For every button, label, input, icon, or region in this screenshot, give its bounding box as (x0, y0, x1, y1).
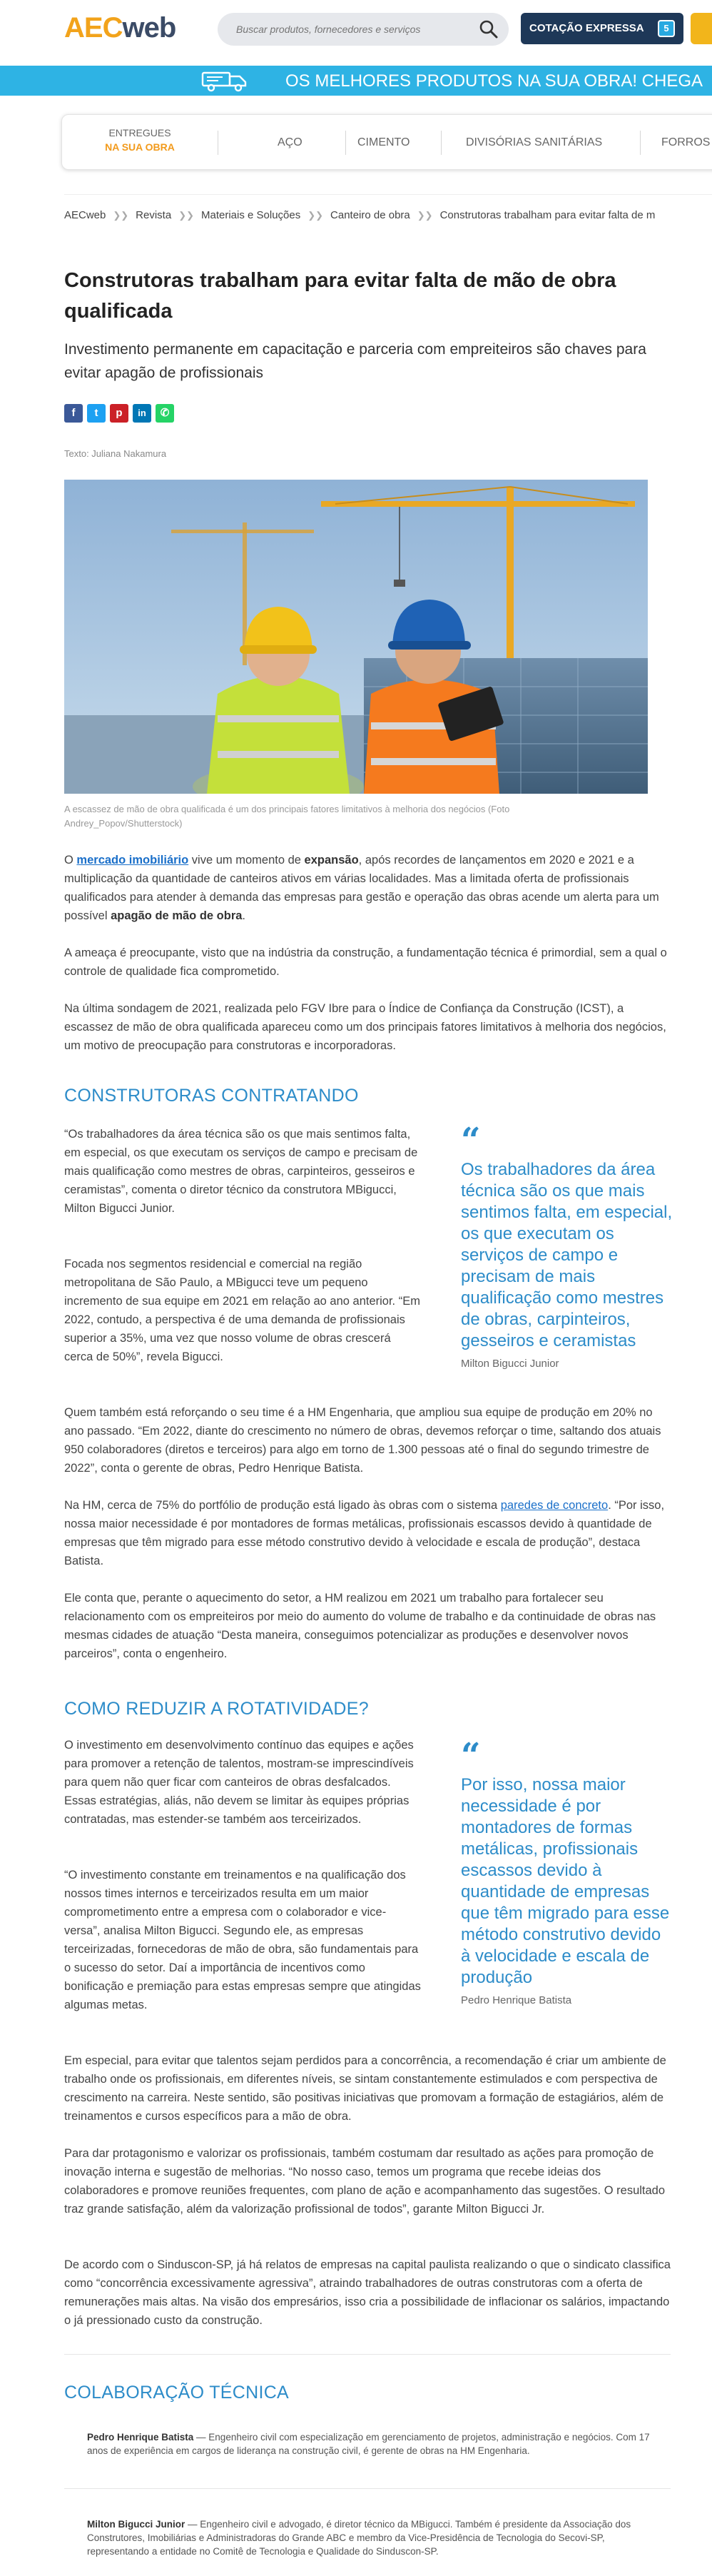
promo-text: OS MELHORES PRODUTOS NA SUA OBRA! CHEGA (285, 71, 703, 91)
entregues-line1: ENTREGUES (108, 127, 171, 138)
whatsapp-icon[interactable]: ✆ (156, 404, 174, 423)
paragraph-text: vive um momento de (188, 854, 305, 867)
cotacao-expressa-button[interactable] (521, 13, 683, 44)
photo-caption: A escassez de mão de obra qualificada é um dos principais fatores limitativos à melhoria dos negócios (Foto Andrey_Popov/Shutterstock) (64, 804, 510, 829)
quote-mark-icon: “ (461, 1736, 481, 1776)
bio-milton (87, 2517, 651, 2558)
construction-workers-image (64, 480, 648, 794)
section-heading-colaboracao: COLABORAÇÃO TÉCNICA (64, 2383, 290, 2403)
promo-banner[interactable] (0, 66, 712, 96)
bio-name: Milton Bigucci Junior (87, 2519, 185, 2530)
account-button[interactable] (691, 13, 712, 44)
paredes-de-concreto-link[interactable]: paredes de concreto (500, 1499, 609, 1512)
logo-web-text: web (122, 12, 176, 44)
logo-aec-text: AEC (64, 12, 123, 44)
bold-text: expansão (304, 854, 359, 867)
section2-paragraph-3: Em especial, para evitar que talentos sejam perdidos para a concorrência, a recomendação é criar um ambiente de trabalho onde os profissionais, em diferentes níveis, se sintam constantemente estimulados e com perspectiva de crescimento na carreira. Neste sentido, são positivas iniciativas que promovam a formação de estagiários, além de treinamentos e cursos específicos para a mão de obra. (64, 2054, 666, 2123)
pull-quote-2 (461, 1736, 675, 2006)
pull-quote-text: Por isso, nossa maior necessidade é por montadores de formas metálicas, profissionais escassos devido à quantidade de empresas que têm migrado para esse método construtivo devido à velocidade e escala de produção (461, 1775, 670, 1987)
paragraph-text: O investimento em desenvolvimento contínuo das equipes e ações para promover a (64, 1739, 414, 1770)
article-subtitle: Investimento permanente em capacitação e parceria com empreiteiros são chaves para evitar apagão de profissionais (64, 341, 646, 381)
entregues-link[interactable] (62, 126, 218, 154)
delivery-truck-icon (201, 69, 251, 92)
chevron-right-icon: ❯❯ (307, 210, 324, 221)
quote-mark-icon: “ (461, 1121, 481, 1161)
paragraph-text: , mostram-se imprescindíveis para quem não quer ficar com canteiros de obras desfalcados. Essas estratégias, aliás, não devem se limitar às equipes próprias contratadas, mas estender-se também aos terceirizados. (64, 1757, 414, 1826)
paragraph-text: , após recordes de lançamentos em 2020 e 2021 e a multiplicação da quantidade de canteiros ativos em várias localidades. Mas a limitada oferta de profissionais qualificados para atender à demanda das empresas para gestão e operação das obras acende um alerta para um possível (64, 854, 659, 922)
section1-paragraph-2: Focada nos segmentos residencial e comercial na região metropolitana de São Paulo, a MBigucci teve um pequeno incremento de sua equipe em 2021 em relação ao ano anterior. “Em 2022, contudo, a perspectiva é de uma demanda de profissionais superior a 35%, uma vez que nosso volume de obras crescerá cerca de 50%”, revela Bigucci. (64, 1258, 420, 1363)
search-bar (218, 13, 509, 46)
chevron-right-icon: ❯❯ (113, 210, 129, 221)
paragraph-intro (64, 851, 671, 925)
paragraph-3: Na última sondagem de 2021, realizada pelo FGV Ibre para o Índice de Confiança da Construção (ICST), a escassez de mão de obra qualificada apareceu como um dos principais fatores limitativos à melhoria dos negócios, um motivo de preocupação para construtoras e incorporadoras. (64, 1002, 666, 1052)
section2-paragraph-1 (64, 1736, 421, 1829)
nav-item-forros[interactable]: FORROS (661, 136, 711, 148)
paragraph-text: . (242, 909, 246, 922)
pull-quote-author: Pedro Henrique Batista (461, 1994, 572, 2006)
retencao-de-talentos-link[interactable]: retenção de talentos (153, 1757, 261, 1770)
chevron-right-icon: ❯❯ (417, 210, 433, 221)
nav-divider (345, 131, 346, 155)
section-divider (64, 2354, 671, 2355)
search-icon[interactable] (479, 19, 499, 39)
twitter-icon[interactable]: t (87, 404, 106, 423)
nav-item-divisorias[interactable]: DIVISÓRIAS SANITÁRIAS (466, 136, 603, 148)
facebook-icon[interactable]: f (64, 404, 83, 423)
breadcrumb-current: Construtoras trabalham para evitar falta de m (439, 209, 656, 221)
section2-paragraph-5: De acordo com o Sinduscon-SP, já há relatos de empresas na capital paulista realizando o que o sindicato classifica como “concorrência excessivamente agressiva”, atraindo trabalhadores de outras construtoras com a oferta de remunerações mais altas. Na visão dos empresários, isso cria a possibilidade de inflacionar os salários, impactando o já pressionado custo da construção. (64, 2258, 671, 2327)
nav-item-cimento[interactable]: CIMENTO (357, 136, 410, 148)
aecweb-logo[interactable] (64, 11, 176, 44)
nav-divider (640, 131, 641, 155)
cotacao-label: COTAÇÃO EXPRESSA (529, 22, 644, 34)
section2-paragraph-2: “O investimento constante em treinamentos e na qualificação dos nossos times internos e terceirizados resulta em um maior comprometimento entre a empresa com o colaborador e vice-versa”, analisa Milton Bigucci. Segundo ele, as empresas terceirizadas, fornecedoras de mão de obra, são fundamentais para o sucesso do setor. Daí a importância de incentivos como bonificação e premiação para estas empresas sempre que atingidas algumas metas. (64, 1869, 421, 2011)
cotacao-count-badge: 5 (658, 20, 675, 37)
section1-paragraph-1: “Os trabalhadores da área técnica são os que mais sentimos falta, em especial, os que executam os serviços de campo e precisam de mais qualificação como mestres de obras, carpinteiros, gesseiros e ceramistas”, comenta o diretor técnico da construtora MBigucci, Milton Bigucci Junior. (64, 1128, 418, 1215)
paragraph-text: O (64, 854, 77, 867)
bio-name: Pedro Henrique Batista (87, 2432, 194, 2443)
paragraph-text: Na HM, cerca de 75% do portfólio de produção está ligado às obras com o sistema (64, 1499, 501, 1512)
breadcrumb-revista[interactable]: Revista (136, 209, 172, 221)
bio-divider (64, 2488, 671, 2489)
breadcrumb (64, 209, 655, 225)
pull-quote-text: Os trabalhadores da área técnica são os que mais sentimos falta, em especial, os que executam os serviços de campo e precisam de mais qualificação como mestres de obras, carpinteiros, gesseiros e ceramistas (461, 1160, 673, 1350)
header-divider (64, 194, 712, 195)
mercado-imobiliario-link[interactable]: mercado imobiliário (76, 854, 189, 867)
section1-paragraph-3: Quem também está reforçando o seu time é a HM Engenharia, que ampliou sua equipe de produção em 20% no ano passado. “Em 2022, diante do crescimento no número de obras, devemos reforçar o time, saltando dos atuais 950 colaboradores (diretos e terceiros) para algo em torno de 1.300 pessoas até o final do segundo trimestre de 2022”, conta o gerente de obras, Pedro Henrique Batista. (64, 1406, 661, 1475)
bio-pedro (87, 2430, 651, 2458)
nav-divider (441, 131, 442, 155)
linkedin-icon[interactable]: in (133, 404, 151, 423)
bold-text: apagão de mão de obra (111, 909, 243, 922)
pull-quote-author: Milton Bigucci Junior (461, 1358, 559, 1370)
pinterest-icon[interactable]: p (110, 404, 128, 423)
paragraph-2: A ameaça é preocupante, visto que na indústria da construção, a fundamentação técnica é primordial, sem a qual o controle de qualidade fica comprometido. (64, 946, 667, 978)
entregues-line2: NA SUA OBRA (105, 141, 175, 153)
section1-paragraph-4 (64, 1496, 671, 1570)
section1-paragraph-5: Ele conta que, perante o aquecimento do setor, a HM realizou em 2021 um trabalho para fortalecer seu relacionamento com os empreiteiros por meio do aumento do volume de trabalho e da continuidade de obras nas mesmas cidades de atuação “Desta maneira, conseguimos potencializar as produções e desenvolver novos parceiros”, conta o engenheiro. (64, 1592, 656, 1660)
nav-item-aco[interactable]: AÇO (278, 136, 302, 148)
paragraph-text: . “Por isso, nossa maior necessidade é por montadores de formas metálicas, profissionais escassos devido à quantidade de empresas que têm migrado para esse método construtivo devido à velocidade e escala de produção”, destaca Batista. (64, 1499, 665, 1567)
chevron-right-icon: ❯❯ (178, 210, 194, 221)
bio-text: — Engenheiro civil com especialização em gerenciamento de projetos, administração e negócios. Com 17 anos de experiência em cargos de liderança na construção civil, é gerente de obras na HM Engenharia. (87, 2432, 650, 2456)
category-nav (61, 114, 712, 170)
search-input[interactable] (236, 21, 464, 38)
section-heading-contratando: CONSTRUTORAS CONTRATANDO (64, 1086, 359, 1106)
pull-quote-1 (461, 1121, 675, 1370)
section-heading-rotatividade: COMO REDUZIR A ROTATIVIDADE? (64, 1699, 369, 1719)
breadcrumb-canteiro[interactable]: Canteiro de obra (330, 209, 410, 221)
section2-paragraph-4: Para dar protagonismo e valorizar os profissionais, também costumam dar resultado as ações para promoção de inovação interna e sugestão de melhorias. “No nosso caso, temos um programa que recebe ideias dos colaboradores e promove reuniões frequentes, com plano de ação e acompanhamento das sugestões. O resultado traz grande satisfação, além da valorização profissional de todos”, garante Milton Bigucci Jr. (64, 2147, 666, 2216)
article-photo (64, 480, 648, 794)
article-author: Texto: Juliana Nakamura (64, 448, 167, 459)
breadcrumb-materiais[interactable]: Materiais e Soluções (200, 209, 301, 221)
top-header (0, 0, 712, 60)
bio-text: — Engenheiro civil e advogado, é diretor técnico da MBigucci. Também é presidente da Associação dos Construtores, Imobiliárias e Administradoras do Grande ABC e membro da Vice-Presidência de Tecnologia do Secovi-SP, representando a entidade no Comitê de Tecnologia e Qualidade do Sinduscon-SP. (87, 2519, 631, 2557)
breadcrumb-home[interactable]: AECweb (64, 209, 106, 221)
article-title: Construtoras trabalham para evitar falta de mão de obra qualificada (64, 269, 616, 323)
